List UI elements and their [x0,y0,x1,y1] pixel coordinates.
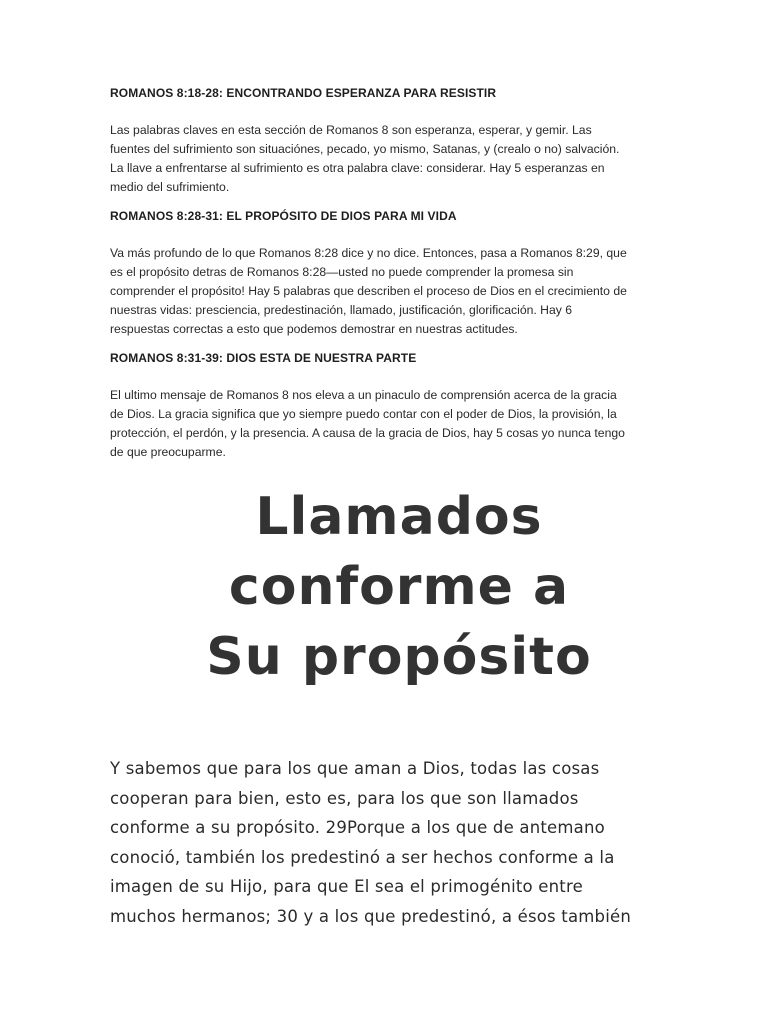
section-2 [110,208,660,339]
section-2-heading: ROMANOS 8:28-31: EL PROPÓSITO DE DIOS PARA MI VIDA [110,209,457,223]
section-1 [110,85,660,197]
passage-line: conoció, también los predestinó a ser hechos conforme a la [110,847,615,867]
paragraph-line: de que preocuparme. [110,445,226,459]
paragraph-line: Las palabras claves en esta sección de Romanos 8 son esperanza, esperar, y gemir. Las [110,123,592,137]
paragraph-line: medio del sufrimiento. [110,180,230,194]
paragraph-line: protección, el perdón, y la presencia. A causa de la gracia de Dios, hay 5 cosas yo nunca tengo [110,426,625,440]
title-line: Llamados [255,487,543,547]
paragraph-line: es el propósito detras de Romanos 8:28—usted no puede comprender la promesa sin [110,265,574,279]
large-title [0,482,768,692]
passage-line: cooperan para bien, esto es, para los que son llamados [110,788,579,808]
title-line: conforme a [228,557,570,617]
section-1-paragraph [110,121,660,197]
title-line: Su propósito [206,627,592,687]
paragraph-line: de Dios. La gracia significa que yo siempre puedo contar con el poder de Dios, la provisión, la [110,407,617,421]
passage-line: conforme a su propósito. 29Porque a los que de antemano [110,818,605,837]
paragraph-line: comprender el propósito! Hay 5 palabras que describen el proceso de Dios en el crecimiento de [110,284,627,298]
passage-line: muchos hermanos; 30 y a los que predestinó, a ésos también [110,906,632,926]
passage-line: imagen de su Hijo, para que El sea el primogénito entre [110,877,583,896]
paragraph-line: fuentes del sufrimiento son situaciónes, pecado, yo mismo, Satanas, y (crealo o no) salvación. [110,142,620,156]
paragraph-line: El ultimo mensaje de Romanos 8 nos eleva a un pinaculo de comprensión acerca de la gracia [110,388,617,402]
scripture-passage [110,754,670,931]
section-3-paragraph [110,386,660,462]
section-1-heading: ROMANOS 8:18-28: ENCONTRANDO ESPERANZA PARA RESISTIR [110,86,497,100]
paragraph-line: La llave a enfrentarse al sufrimiento es otra palabra clave: considerar. Hay 5 esperanzas en [110,161,605,175]
section-3-heading: ROMANOS 8:31-39: DIOS ESTA DE NUESTRA PARTE [110,351,417,365]
paragraph-line: respuestas correctas a esto que podemos demostrar en nuestras actitudes. [110,322,518,336]
passage-line: Y sabemos que para los que aman a Dios, todas las cosas [110,759,600,778]
paragraph-line: nuestras vidas: presciencia, predestinación, llamado, justificación, glorificación. Hay 6 [110,303,573,317]
paragraph-line: Va más profundo de lo que Romanos 8:28 dice y no dice. Entonces, pasa a Romanos 8:29, que [110,246,627,260]
section-3 [110,350,660,462]
section-2-paragraph [110,244,660,339]
